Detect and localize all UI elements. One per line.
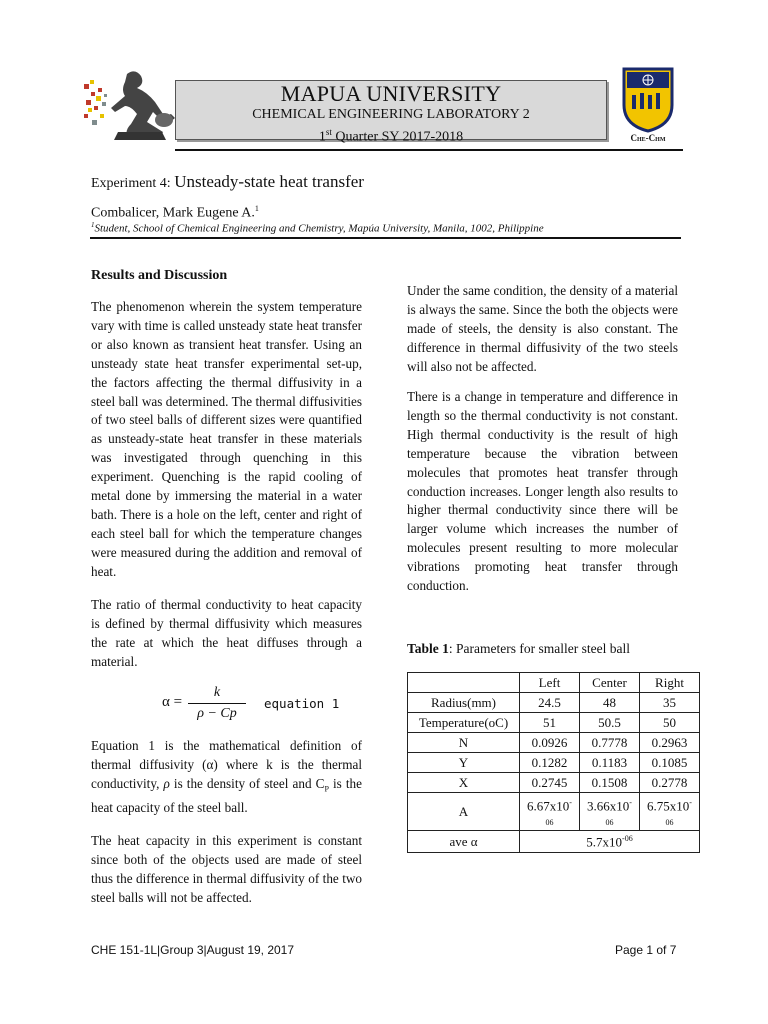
- table-cell: 35: [640, 693, 700, 713]
- table-row-label: X: [408, 773, 520, 793]
- paragraph-definition: Equation 1 is the mathematical definition of thermal diffusivity (α) where k is the thermal conductivity, ρ is the density of steel and $C_P$ is the heat capacity of the steel ball.: [91, 738, 362, 816]
- equation-denominator: ρ − Cp: [197, 706, 237, 721]
- paragraph-heat-capacity: The heat capacity in this experiment is constant since both of the objects used are made of steel thus the difference in thermal diffusivity of the two steel balls will not be affected.: [91, 833, 362, 905]
- table-row: [408, 693, 700, 713]
- equation-1: [150, 684, 350, 724]
- table-cell: 48: [580, 693, 640, 713]
- table-cell: 0.7778: [580, 733, 640, 753]
- table-cell: 0.2745: [520, 773, 580, 793]
- equation-fraction: [188, 684, 246, 723]
- table-header-cell: Left: [520, 673, 580, 693]
- table-row-label: Y: [408, 753, 520, 773]
- table-cell: 50.5: [580, 713, 640, 733]
- average-alpha-cell: $5.7x10^{-06}$: [520, 831, 700, 853]
- table-header-row: [408, 673, 700, 693]
- table-row-label: N: [408, 733, 520, 753]
- table-row: [408, 773, 700, 793]
- table-cell: 0.1282: [520, 753, 580, 773]
- table-header-cell: Right: [640, 673, 700, 693]
- equation-lhs: α =: [162, 694, 183, 710]
- table-row-label: A: [408, 793, 520, 831]
- department-logo-right: [618, 67, 678, 145]
- table-cell: 0.1508: [580, 773, 640, 793]
- term-line: 1st Quarter SY 2017-2018: [318, 127, 464, 145]
- table-row: [408, 793, 700, 831]
- table-cell: 0.1183: [580, 753, 640, 773]
- table-caption: Table 1: Parameters for smaller steel ball: [407, 641, 630, 656]
- header-rule: [175, 149, 683, 151]
- author-line: Combalicer, Mark Eugene A.$^1$: [91, 204, 259, 221]
- equation-label: equation 1: [264, 696, 340, 711]
- lab-name: CHEMICAL ENGINEERING LABORATORY 2: [252, 107, 530, 122]
- paragraph-intro: The phenomenon wherein the system temperature vary with time is called unsteady state heat transfer or also known as transient heat transfer. Using an unsteady state heat transfer experimental set-up, the factors affecting the thermal diffusivity in a steel ball was determined. The thermal diffusivities of two steel balls of different sizes were quantified as unsteady-state heat transfer in these materials was investigated through quenching in this experiment. Quenching is the rapid cooling of metal done by immersing the material in a water bath. There is a hole on the left, center and right of each steel ball for which the temperature changes were measured during the addition and removal of heat.: [91, 299, 362, 579]
- paragraph-ratio: The ratio of thermal conductivity to heat capacity is defined by thermal diffusivity which measures the rate at which the heat diffuses through a material.: [91, 597, 362, 669]
- university-name: MAPUA UNIVERSITY: [280, 81, 502, 106]
- table-cell: 3.66x10- 06: [580, 793, 640, 831]
- header-title-box: [175, 80, 607, 145]
- table-row-label: Temperature(oC): [408, 713, 520, 733]
- table-cell: 24.5: [520, 693, 580, 713]
- table-cell: 0.0926: [520, 733, 580, 753]
- table-row-label: ave α: [408, 831, 520, 853]
- footer-page-number: Page 1 of 7: [615, 943, 677, 957]
- equation-numerator: k: [213, 685, 221, 700]
- table-row-average: [408, 831, 700, 853]
- affiliation-line: $^1$Student, School of Chemical Engineering and Chemistry, Mapúa University, Manila, 1002, Philippine: [91, 221, 544, 235]
- table-row: [408, 733, 700, 753]
- footer-course-info: CHE 151-1L|Group 3|August 19, 2017: [91, 943, 295, 957]
- university-logo-left: [82, 66, 182, 144]
- table-cell: 6.67x10- 06: [520, 793, 580, 831]
- department-logo-text: Che-Chm: [630, 133, 666, 143]
- fraction-bar: [188, 703, 246, 704]
- paragraph-conductivity: There is a change in temperature and difference in length so the thermal conductivity is not constant. High thermal conductivity is the result of high temperature because the vibration between molecules that promotes heat transfer through conduction increases. Longer length also results to higher thermal conductivity since there will be larger volume which increases the number of molecules present resulting to more molecular vibrations promoting heat transfer through conduction.: [407, 389, 678, 594]
- experiment-title: Experiment 4: Unsteady-state heat transfer: [91, 172, 364, 191]
- table-row: [408, 753, 700, 773]
- table-cell: 6.75x10- 06: [640, 793, 700, 831]
- table-row-label: Radius(mm): [408, 693, 520, 713]
- table-header-cell: [408, 673, 520, 693]
- table-header-cell: Center: [580, 673, 640, 693]
- table-cell: 0.2963: [640, 733, 700, 753]
- table-cell: 0.2778: [640, 773, 700, 793]
- title-rule: [90, 237, 681, 239]
- table-cell: 0.1085: [640, 753, 700, 773]
- table-cell: 51: [520, 713, 580, 733]
- table-cell: 50: [640, 713, 700, 733]
- section-heading: Results and Discussion: [91, 268, 228, 283]
- table-row: [408, 713, 700, 733]
- paragraph-density: Under the same condition, the density of a material is always the same. Since the both the objects were made of steels, the density is also constant. The difference in thermal diffusivity of the two steels will also not be affected.: [407, 283, 678, 374]
- parameters-table: [407, 672, 700, 853]
